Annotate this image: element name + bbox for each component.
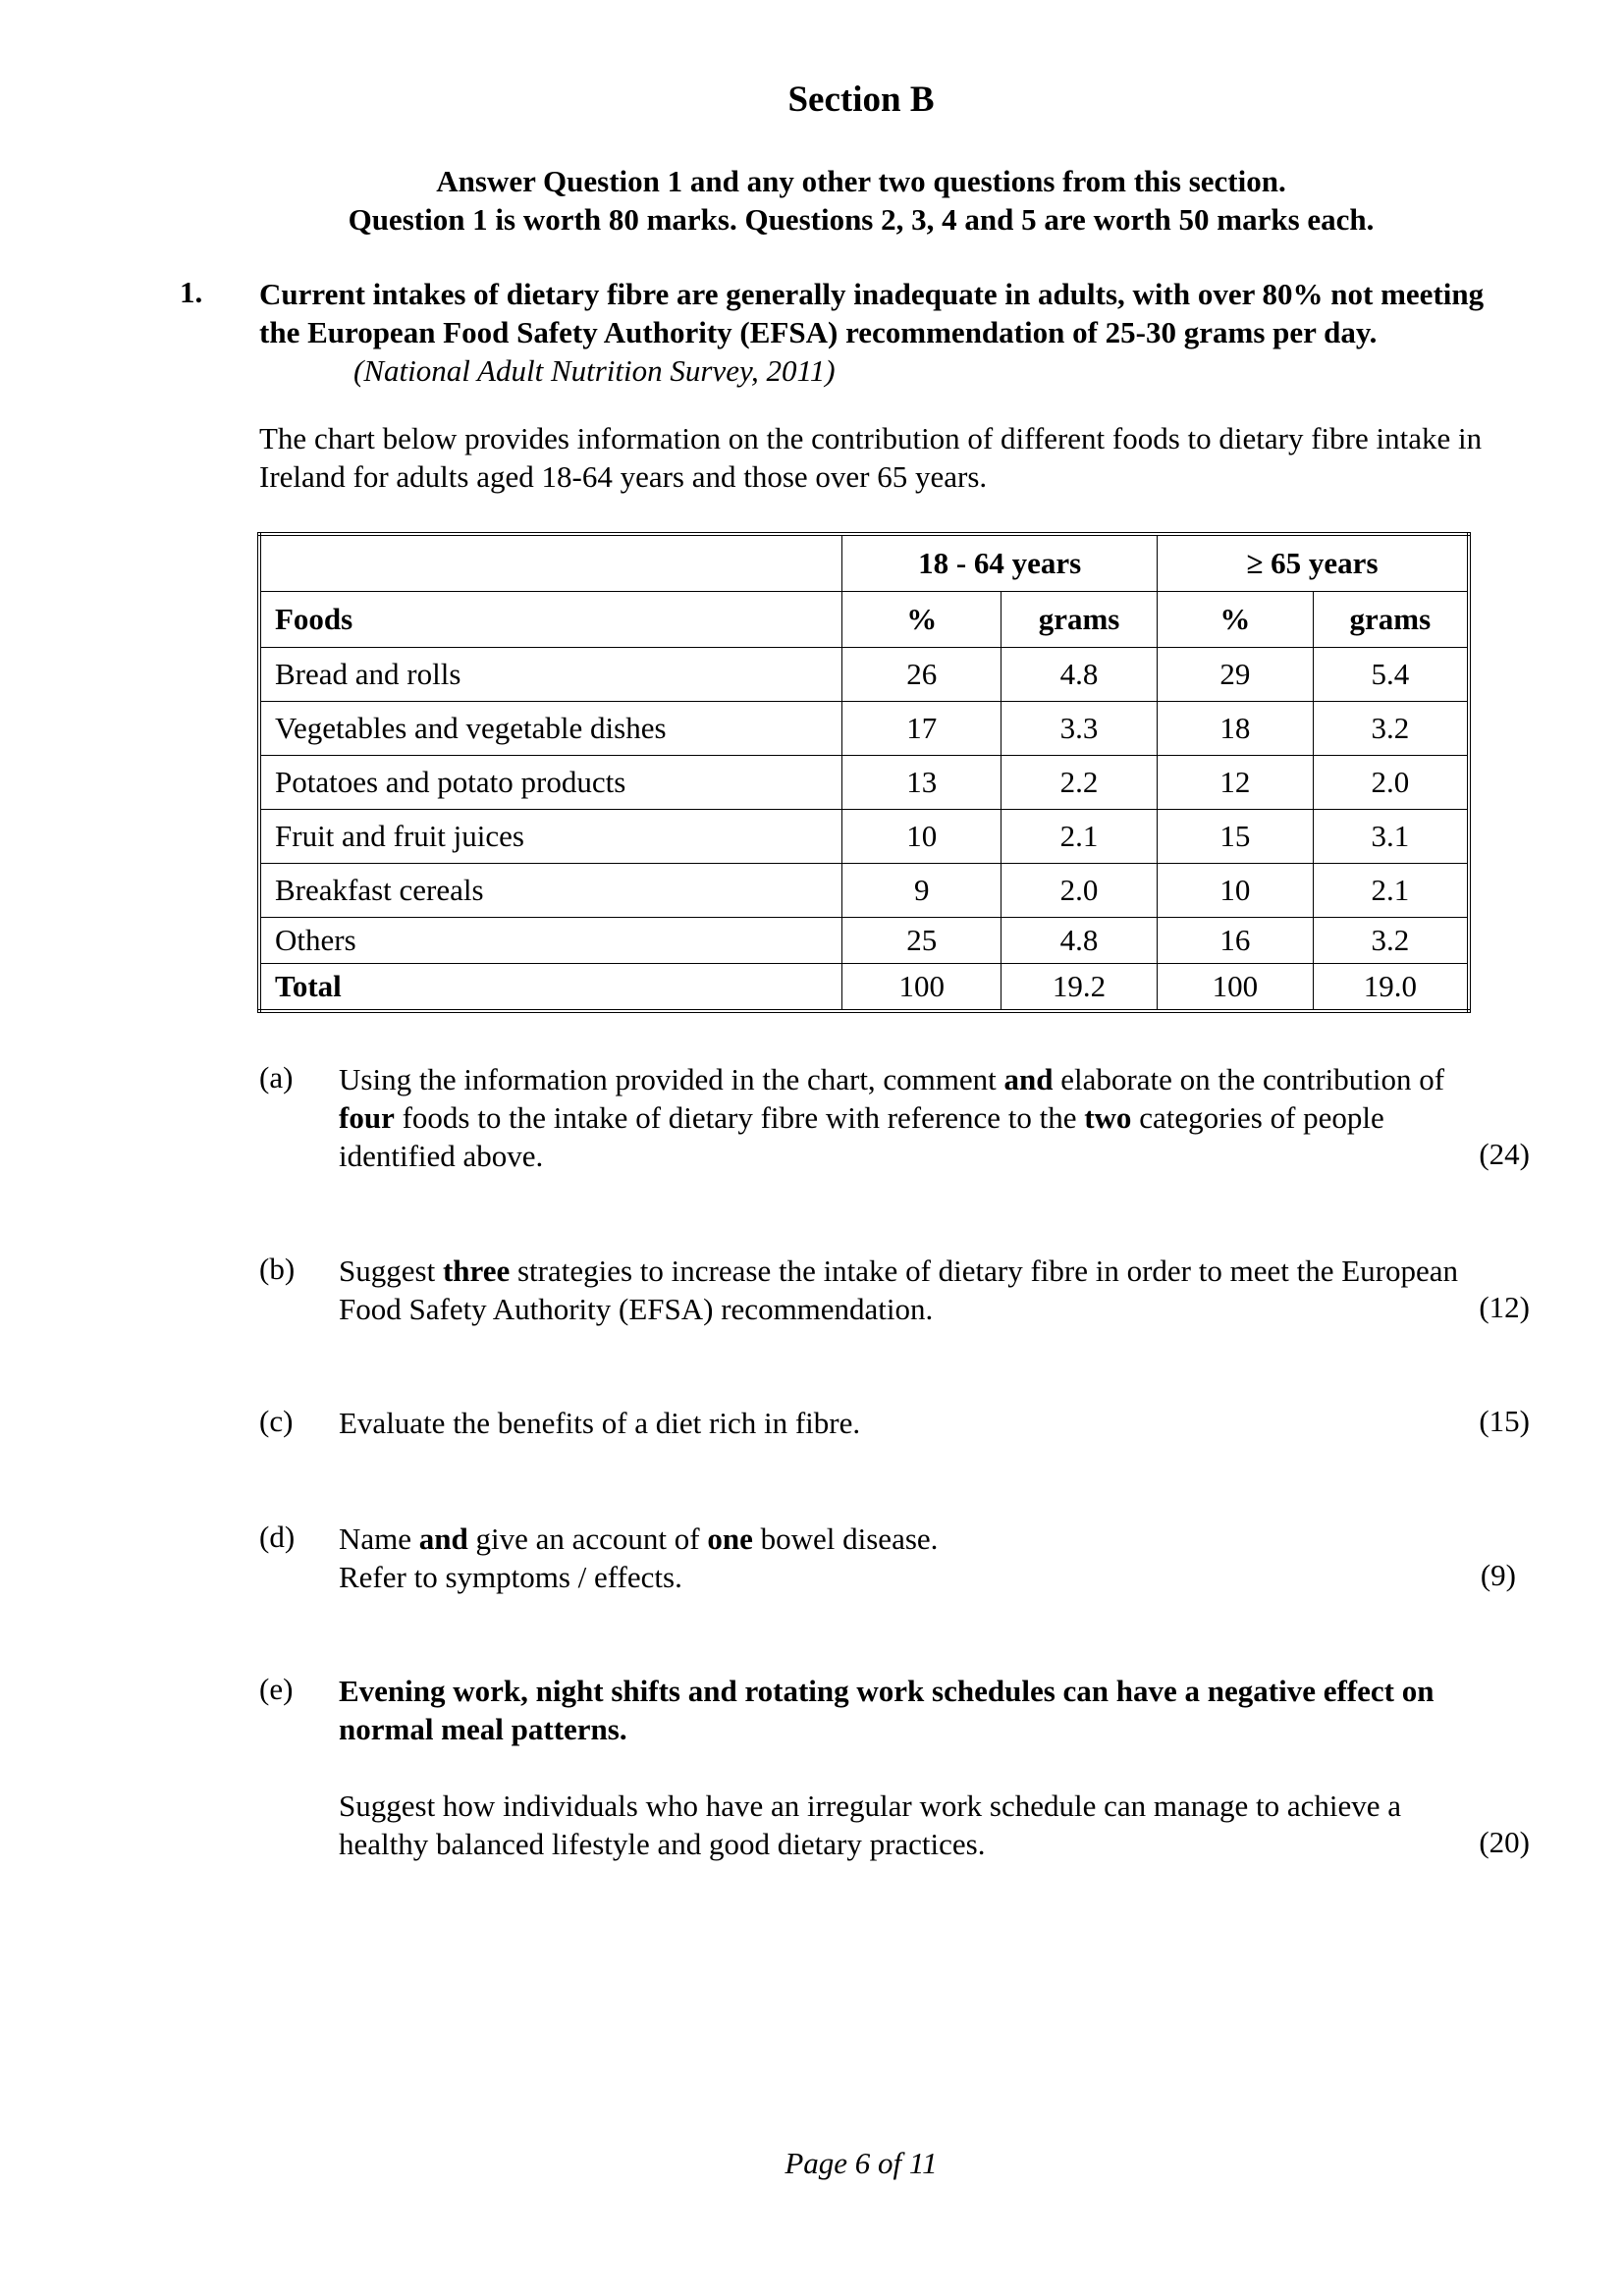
grams-65-plus: 5.4 — [1313, 648, 1469, 702]
food-name: Fruit and fruit juices — [259, 810, 842, 864]
part-a-label: (a) — [259, 1060, 294, 1095]
pct-18-64: 9 — [842, 864, 1001, 918]
part-e-marks: (20) — [1479, 1825, 1530, 1859]
part-e-text: Suggest how individuals who have an irregular work schedule can manage to achieve a healthy balanced lifestyle and good dietary practices. — [339, 1789, 1402, 1861]
column-header-pct-65-plus: % — [1157, 592, 1313, 648]
table-row — [259, 864, 1469, 918]
grams-18-64: 2.1 — [1001, 810, 1158, 864]
pct-65-plus: 18 — [1157, 702, 1313, 756]
part-d-line-1: Name and give an account of one bowel disease. — [339, 1522, 939, 1556]
pct-18-64: 13 — [842, 756, 1001, 810]
grams-18-64: 2.0 — [1001, 864, 1158, 918]
part-b-text: Suggest three strategies to increase the intake of dietary fibre in order to meet the European Food Safety Authority (EFSA) recommendation. — [339, 1254, 1459, 1326]
grams-18-64: 4.8 — [1001, 918, 1158, 964]
part-c-text: Evaluate the benefits of a diet rich in fibre. — [339, 1406, 861, 1440]
pct-18-64: 10 — [842, 810, 1001, 864]
table-row — [259, 918, 1469, 964]
pct-65-plus: 10 — [1157, 864, 1313, 918]
pct-65-plus: 29 — [1157, 648, 1313, 702]
part-c-label: (c) — [259, 1404, 294, 1438]
food-name: Potatoes and potato products — [259, 756, 842, 810]
grams-65-plus: 3.1 — [1313, 810, 1469, 864]
food-name: Bread and rolls — [259, 648, 842, 702]
part-d-marks: (9) — [1480, 1558, 1516, 1592]
part-e-label: (e) — [259, 1672, 294, 1706]
part-c-marks: (15) — [1479, 1404, 1530, 1438]
table-row — [259, 648, 1469, 702]
chart-intro: The chart below provides information on the contribution of different foods to dietary fibre intake in Ireland for adults aged 18-64 years and those over 65 years. — [259, 421, 1483, 494]
section-instructions — [0, 162, 1624, 239]
pct-18-64: 17 — [842, 702, 1001, 756]
pct-18-64: 25 — [842, 918, 1001, 964]
food-name: Breakfast cereals — [259, 864, 842, 918]
column-header-grams-65-plus: grams — [1313, 592, 1469, 648]
part-d-text — [339, 1520, 1497, 1596]
group-header-18-64: 18 - 64 years — [842, 534, 1158, 592]
table-column-header-row — [259, 592, 1469, 648]
question-stem-text: Current intakes of dietary fibre are generally inadequate in adults, with over 80% not meeting the European Food Safety Authority (EFSA) recommendation of 25-30 grams per day. — [259, 277, 1485, 349]
page-number: Page 6 of 11 — [785, 2146, 938, 2180]
food-name: Others — [259, 918, 842, 964]
food-name: Total — [259, 964, 842, 1012]
part-b-marks: (12) — [1479, 1290, 1530, 1324]
grams-65-plus: 2.1 — [1313, 864, 1469, 918]
grams-18-64: 19.2 — [1001, 964, 1158, 1012]
part-a-marks: (24) — [1479, 1137, 1530, 1171]
group-header-65-plus: ≥ 65 years — [1157, 534, 1469, 592]
pct-65-plus: 100 — [1157, 964, 1313, 1012]
question-source: (National Adult Nutrition Survey, 2011) — [353, 353, 836, 388]
table-row — [259, 702, 1469, 756]
pct-65-plus: 15 — [1157, 810, 1313, 864]
pct-18-64: 26 — [842, 648, 1001, 702]
column-header-grams-18-64: grams — [1001, 592, 1158, 648]
grams-18-64: 2.2 — [1001, 756, 1158, 810]
part-d-line-2: Refer to symptoms / effects. — [339, 1560, 682, 1594]
table-header-empty — [259, 534, 842, 592]
grams-65-plus: 3.2 — [1313, 702, 1469, 756]
question-number: 1. — [180, 275, 203, 309]
instructions-line-1: Answer Question 1 and any other two questions from this section. — [436, 164, 1286, 198]
grams-65-plus: 19.0 — [1313, 964, 1469, 1012]
question-stem — [259, 275, 1496, 390]
grams-18-64: 3.3 — [1001, 702, 1158, 756]
part-a-text: Using the information provided in the chart, comment and elaborate on the contribution of four foods to the intake of dietary fibre with reference to the two categories of people identified above. — [339, 1062, 1445, 1173]
part-b-label: (b) — [259, 1252, 296, 1286]
grams-18-64: 4.8 — [1001, 648, 1158, 702]
grams-65-plus: 3.2 — [1313, 918, 1469, 964]
column-header-pct-18-64: % — [842, 592, 1001, 648]
table-total-row — [259, 964, 1469, 1012]
table-group-header-row — [259, 534, 1469, 592]
pct-18-64: 100 — [842, 964, 1001, 1012]
pct-65-plus: 12 — [1157, 756, 1313, 810]
part-e-bold-text: Evening work, night shifts and rotating work schedules can have a negative effect on normal meal patterns. — [339, 1674, 1435, 1746]
column-header-foods: Foods — [259, 592, 842, 648]
instructions-line-2: Question 1 is worth 80 marks. Questions 2, 3, 4 and 5 are worth 50 marks each. — [348, 202, 1375, 237]
food-name: Vegetables and vegetable dishes — [259, 702, 842, 756]
fibre-table — [257, 532, 1471, 1013]
section-title: Section B — [787, 80, 935, 120]
part-d-label: (d) — [259, 1520, 296, 1554]
pct-65-plus: 16 — [1157, 918, 1313, 964]
grams-65-plus: 2.0 — [1313, 756, 1469, 810]
table-row — [259, 810, 1469, 864]
table-row — [259, 756, 1469, 810]
